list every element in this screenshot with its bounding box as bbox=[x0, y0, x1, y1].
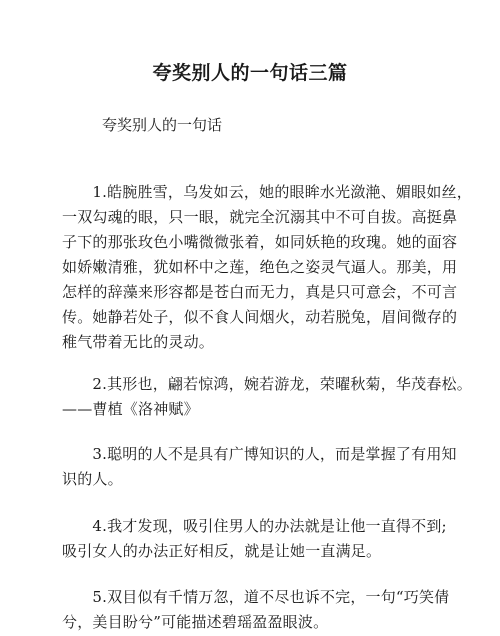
paragraph-line: 兮，美目盼兮”可能描述碧瑶盈盈眼波。 bbox=[62, 613, 329, 631]
paragraph-line: 4.我才发现，吸引住男人的办法就是让他一直得不到; bbox=[62, 517, 447, 535]
paragraph-line: 识的人。 bbox=[62, 470, 123, 488]
page-subtitle: 夸奖别人的一句话 bbox=[102, 116, 223, 134]
paragraph-1 bbox=[62, 180, 472, 355]
paragraph-line: 怎样的辞藻来形容都是苍白而无力，真是只可意会，不可言 bbox=[62, 283, 458, 301]
paragraph-2 bbox=[62, 372, 472, 422]
page-title: 夸奖别人的一句话三篇 bbox=[152, 62, 348, 84]
paragraph-5 bbox=[62, 585, 450, 635]
paragraph-line: 传。她静若处子，似不食人间烟火，动若脱兔，眉间微存的 bbox=[62, 308, 458, 326]
paragraph-line: 3.聪明的人不是具有广博知识的人，而是掌握了有用知 bbox=[62, 445, 457, 463]
paragraph-line: 吸引女人的办法正好相反，就是让她一直满足。 bbox=[62, 542, 382, 560]
paragraph-line: 如娇嫩清雅，犹如杯中之莲，绝色之姿灵气逼人。那美，用 bbox=[62, 258, 458, 276]
paragraph-line: 2.其形也，翩若惊鸿，婉若游龙，荣曜秋菊，华茂春松。 bbox=[62, 375, 472, 393]
paragraph-line: 1.皓腕胜雪，乌发如云，她的眼眸水光潋滟、媚眼如丝， bbox=[62, 183, 472, 201]
paragraph-line: 子下的那张玫色小嘴微微张着，如同妖艳的玫瑰。她的面容 bbox=[62, 233, 458, 251]
paragraph-line: ——曹植《洛神赋》 bbox=[62, 400, 199, 418]
paragraph-4 bbox=[62, 514, 447, 564]
paragraph-line: 稚气带着无比的灵动。 bbox=[62, 333, 215, 351]
paragraph-line: 5.双目似有千情万忽，道不尽也诉不完，一句“巧笑倩 bbox=[62, 588, 450, 606]
paragraph-3 bbox=[62, 442, 457, 492]
paragraph-line: 一双勾魂的眼，只一眼，就完全沉溺其中不可自拔。高挺鼻 bbox=[62, 208, 458, 226]
